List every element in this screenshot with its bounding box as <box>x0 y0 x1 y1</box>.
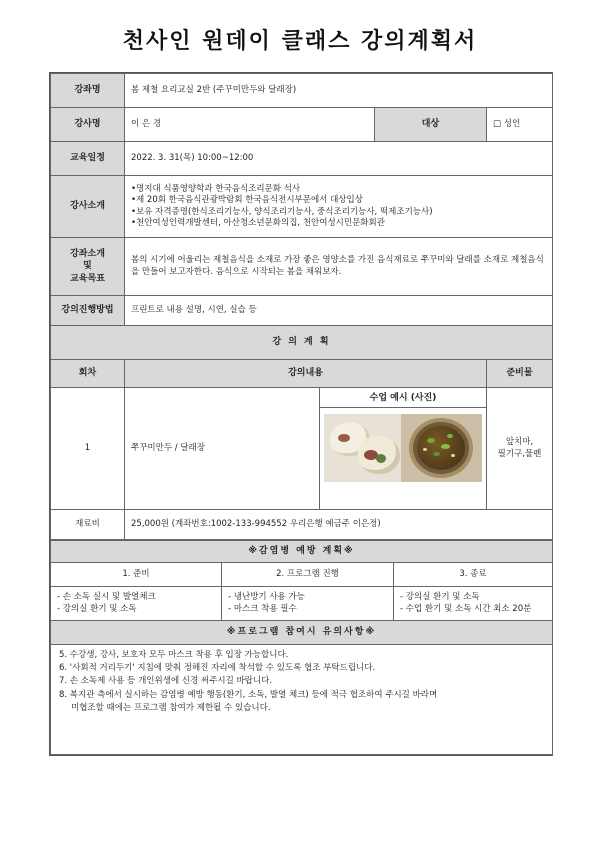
note-item: 8. 복지관 측에서 실시하는 감염병 예방 행동(환기, 소독, 발열 체크) 등에 적극 협조하여 주시길 바라며 <box>59 689 438 700</box>
instructor-label: 강사명 <box>51 108 125 142</box>
fee-label: 재료비 <box>51 510 125 540</box>
prep-column-header: 준비물 <box>487 360 553 388</box>
intro-list <box>125 176 553 238</box>
prevention-col-progress: 2. 프로그램 진행 <box>222 563 394 587</box>
schedule-value: 2022. 3. 31(목) 10:00~12:00 <box>125 142 553 176</box>
intro-item: •천안여성인력개발센터, 아산청소년문화의집, 천안여성시민문화회관 <box>131 217 385 228</box>
instructor-row <box>51 108 553 142</box>
plan-session-row <box>51 388 553 510</box>
prevention-progress-list <box>222 587 394 621</box>
schedule-label: 교육일정 <box>51 142 125 176</box>
method-value: 프린트로 내용 설명, 시연, 실습 등 <box>125 296 553 326</box>
prevention-end-list <box>394 587 553 621</box>
notes-header-row <box>51 621 553 645</box>
lecture-plan-form <box>49 72 553 756</box>
notes-body-row <box>51 645 553 755</box>
example-photos <box>320 388 487 510</box>
method-label: 강의진행방법 <box>51 296 125 326</box>
course-value: 봄 제철 요리교실 2반 (주꾸미만두와 달래장) <box>125 74 553 108</box>
target-value: □ 성인 <box>487 108 553 142</box>
prep-items <box>487 388 553 510</box>
note-item: 7. 손 소독제 사용 등 개인위생에 신경 써주시길 바랍니다. <box>59 676 273 687</box>
prevention-columns-row <box>51 563 553 587</box>
prevention-col-end: 3. 종료 <box>394 563 553 587</box>
session-content: 쭈꾸미만두 / 달래장 <box>125 388 320 510</box>
goal-label <box>51 238 125 296</box>
prevention-item: - 강의실 환기 및 소독 <box>57 603 137 614</box>
dumpling-photo <box>324 414 401 482</box>
goal-value: 봄의 시기에 어울리는 제철음식을 소재로 가장 좋은 영양소를 가진 음식재료로 쭈꾸미와 달래를 소재로 제철음식을 만들어 보고자한다. 음식으로 시작되는 봄을 채워보자. <box>125 238 553 296</box>
fee-value: 25,000원 (계좌번호:1002-133-994552 우리은행 예금주 이은정) <box>125 510 553 540</box>
prep-item: 앞치마, <box>505 437 534 448</box>
prevention-header-row <box>51 541 553 563</box>
method-row <box>51 296 553 326</box>
sauce-photo <box>401 414 482 482</box>
prevention-col-prepare: 1. 준비 <box>51 563 222 587</box>
fee-row <box>51 510 553 540</box>
prevention-item: - 마스크 착용 필수 <box>228 603 297 614</box>
target-label: 대상 <box>375 108 487 142</box>
prevention-header: ※감염병 예방 계획※ <box>51 541 553 563</box>
prevention-item: - 냉난방기 사용 가능 <box>228 592 305 603</box>
photo-row <box>320 408 486 488</box>
document-title: 천사인 원데이 클래스 강의계획서 <box>122 29 478 54</box>
instructor-value: 이 은 경 <box>125 108 375 142</box>
note-item: 미협조할 때에는 프로그램 참여가 제한될 수 있습니다. <box>71 702 271 713</box>
session-column-header: 회차 <box>51 360 125 388</box>
course-label: 강좌명 <box>51 74 125 108</box>
notes-list <box>51 645 553 755</box>
prevention-item: - 강의실 환기 및 소독 <box>400 592 480 603</box>
prevention-table <box>50 540 553 755</box>
goal-label-line: 및 <box>83 261 92 272</box>
note-item: 5. 수강생, 강사, 보호자 모두 마스크 착용 후 입장 가능합니다. <box>59 650 289 660</box>
intro-row <box>51 176 553 238</box>
schedule-row <box>51 142 553 176</box>
prep-item: 필기구,물펜 <box>497 448 542 459</box>
intro-label: 강사소개 <box>51 176 125 238</box>
course-row <box>51 74 553 108</box>
prevention-body-row <box>51 587 553 621</box>
intro-item: •보유 자격증명(한식조리기능사, 양식조리기능사, 중식조리기능사, 떡제조기능사) <box>131 206 433 217</box>
intro-item: •명지대 식품영양학과 한국음식조리문화 석사 <box>131 183 301 194</box>
goal-row <box>51 238 553 296</box>
intro-item: •제 20회 한국음식관광박람회 한국음식전시부문에서 대상입상 <box>131 195 363 206</box>
session-number: 1 <box>51 388 125 510</box>
prevention-prepare-list <box>51 587 222 621</box>
photo-title: 수업 예시 (사진) <box>320 388 486 408</box>
plan-header: 강 의 계 획 <box>51 326 553 360</box>
goal-label-line: 교육목표 <box>70 273 105 284</box>
note-item: 6. '사회적 거리두기' 지침에 맞춰 정해진 자리에 착석할 수 있도록 협조 부탁드립니다. <box>59 663 376 674</box>
prevention-item: - 수업 환기 및 소독 시간 최소 20분 <box>400 603 532 614</box>
form-table <box>50 73 553 540</box>
goal-label-line: 강좌소개 <box>70 249 105 260</box>
content-column-header: 강의내용 <box>125 360 487 388</box>
plan-columns-row <box>51 360 553 388</box>
plan-header-row <box>51 326 553 360</box>
prevention-item: - 손 소독 실시 및 발열체크 <box>57 592 156 603</box>
notes-header: ※프로그램 참여시 유의사항※ <box>51 621 553 645</box>
